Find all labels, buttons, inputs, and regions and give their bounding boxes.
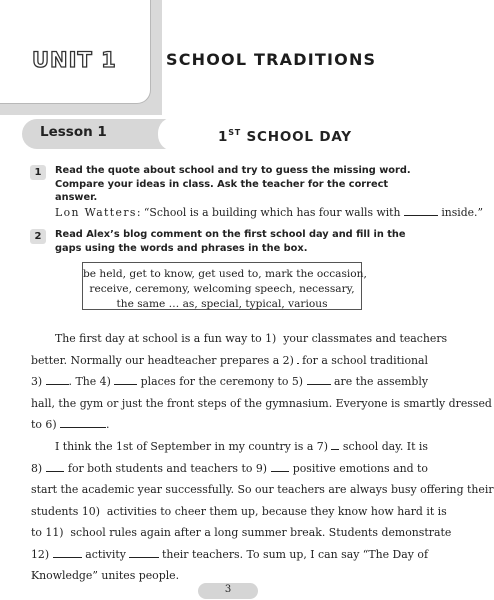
lesson-label: Lesson 1 (40, 124, 107, 140)
word-box (82, 262, 367, 310)
text-line: better. Normally our headteacher prepares a 2) for a school traditional (31, 353, 428, 367)
unit-title: SCHOOL TRADITIONS (166, 50, 377, 69)
gap-12a[interactable] (53, 548, 82, 558)
gap-3[interactable] (46, 375, 69, 385)
gap-9[interactable] (271, 462, 290, 472)
text-line: hall, the gym or just the front steps of the gymnasium. Everyone is smartly dressed (31, 396, 492, 410)
gap-7[interactable] (331, 440, 339, 450)
text-line: 12) activity their teachers. To sum up, I can say “The Day of (31, 547, 428, 561)
quote-author: Lon Watters (55, 206, 137, 219)
word-box-line: the same … as, special, typical, various (116, 298, 328, 310)
paragraph-2 (31, 440, 494, 591)
word-box-line: receive, ceremony, welcoming speech, necessary, (89, 283, 355, 295)
text-line: I think the 1st of September in my country is a 7) school day. It is (55, 440, 428, 453)
text-line: to 6) . (31, 418, 110, 431)
text-line: students 10) activities to cheer them up, because they know how hard it is (31, 504, 447, 518)
text-line: 8) for both students and teachers to 9) positive emotions and to (31, 461, 428, 475)
gap-blank[interactable] (404, 206, 438, 216)
text-line: 3) . The 4) places for the ceremony to 5) are the assembly (31, 375, 428, 388)
text-line: to 11) school rules again after a long summer break. Students demonstrate (31, 526, 452, 539)
gap-4[interactable] (114, 375, 137, 385)
gap-6[interactable] (60, 418, 106, 428)
paragraph-1 (31, 332, 492, 440)
exercise-1-instruction: Read the quote about school and try to guess the missing word. Compare your ideas in class. Ask the teacher for the correct answer. (55, 165, 411, 203)
lesson-title-sup: ST (228, 128, 242, 137)
exercise-2-number: 2 (30, 229, 46, 244)
unit-label: UNIT 1 (32, 48, 117, 72)
gap-12b[interactable] (129, 548, 158, 558)
text-line: Knowledge” unites people. (31, 569, 180, 582)
text-line: start the academic year successfully. So our teachers are always busy offering their (31, 483, 494, 496)
lesson-title: 1ST SCHOOL DAY (218, 128, 352, 145)
exercise-2-instruction: Read Alex’s blog comment on the first school day and fill in the gaps using the words and phrases in the box. (55, 229, 406, 254)
exercise-1-number: 1 (30, 165, 46, 180)
text-line: The first day at school is a fun way to 1) your classmates and teachers (55, 332, 448, 345)
page-number: 3 (224, 584, 232, 595)
word-box-line: be held, get to know, get used to, mark the occasion, (83, 268, 367, 280)
gap-8[interactable] (46, 462, 65, 472)
quote: Lon Watters: “School is a building which has four walls with inside.” (55, 206, 483, 219)
gap-5[interactable] (307, 375, 331, 385)
